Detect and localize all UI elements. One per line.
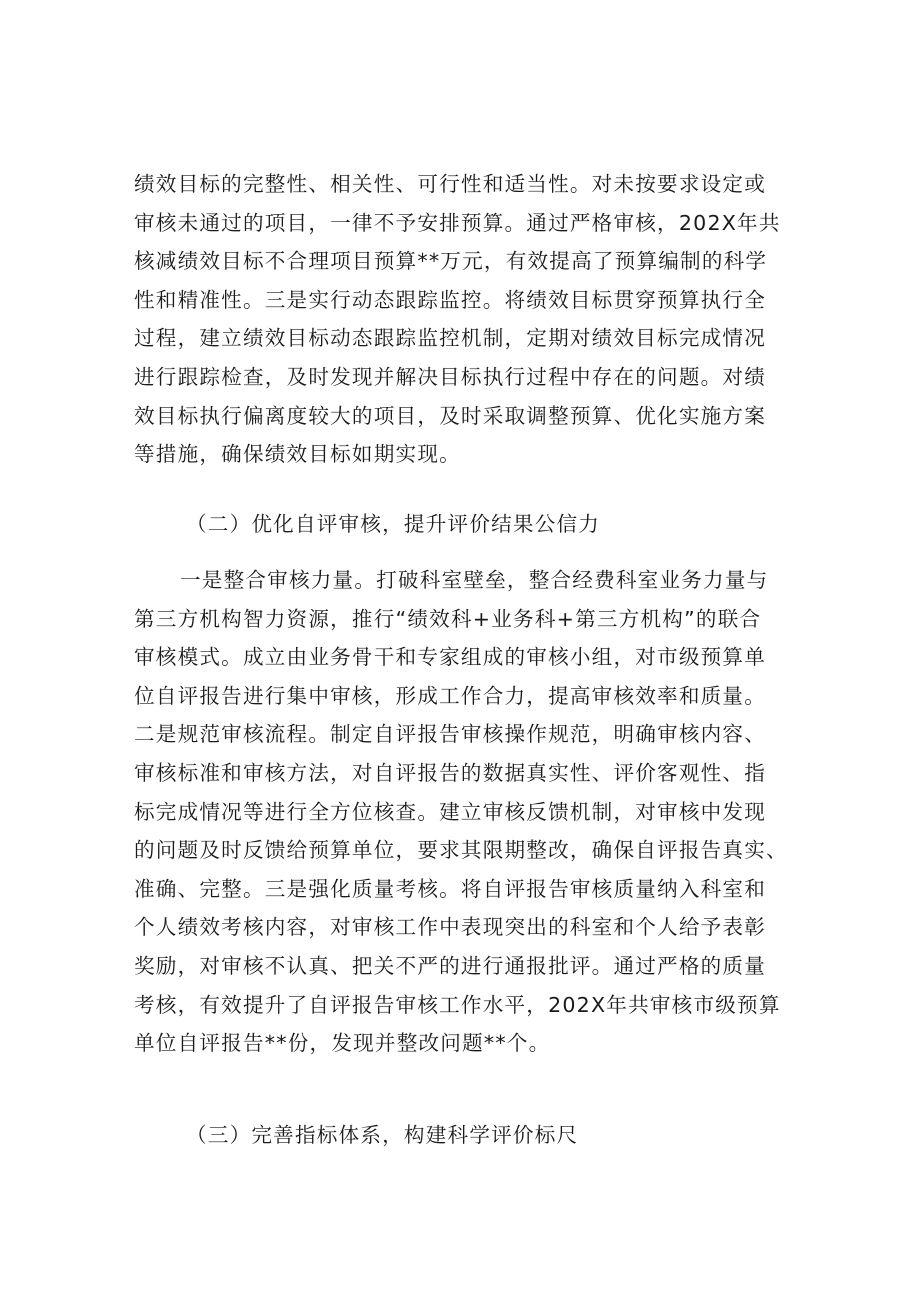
paragraph-performance-targets: [134, 165, 800, 474]
text-line: 一是整合审核力量。打破科室壁垒，整合经费科室业务力量与: [180, 568, 769, 592]
text-line: 审核标准和审核方法，对自评报告的数据真实性、评价客观性、指: [134, 760, 767, 785]
text-line: 等措施，确保绩效目标如期实现。: [134, 442, 461, 467]
text-line: 过程，建立绩效目标动态跟踪监控机制，定期对绩效目标完成情况: [134, 326, 767, 351]
text-line: 核减绩效目标不合理项目预算**万元，有效提高了预算编制的科学: [134, 249, 768, 274]
text-line: 准确、完整。三是强化质量考核。将自评报告审核质量纳入科室和: [134, 876, 767, 901]
text-line: 绩效目标的完整性、相关性、可行性和适当性。对未按要求设定或: [134, 172, 767, 196]
text-line: 性和精准性。三是实行动态跟踪监控。将绩效目标贯穿预算执行全: [134, 287, 767, 312]
section-heading-2: （二）优化自评审核，提升评价结果公信力: [186, 512, 601, 536]
text-line: 第三方机构智力资源，推行“绩效科+业务科+第三方机构”的联合: [134, 606, 762, 631]
section-heading-3: （三）完善指标体系，构建科学评价标尺: [186, 1123, 579, 1147]
text-line: 奖励，对审核不认真、把关不严的进行通报批评。通过严格的质量: [134, 953, 767, 978]
text-line: 位自评报告进行集中审核，形成工作合力，提高审核效率和质量。: [134, 683, 767, 708]
text-line: 审核模式。成立由业务骨干和专家组成的审核小组，对市级预算单: [134, 645, 767, 670]
text-line: 二是规范审核流程。制定自评报告审核操作规范，明确审核内容、: [134, 722, 767, 747]
text-line: 的问题及时反馈给预算单位，要求其限期整改，确保自评报告真实、: [134, 838, 788, 863]
text-line: 审核未通过的项目，一律不予安排预算。通过严格审核，202X年共: [134, 210, 781, 235]
text-line: 考核，有效提升了自评报告审核工作水平，202X年共审核市级预算: [134, 992, 781, 1017]
text-line: 进行跟踪检查，及时发现并解决目标执行过程中存在的问题。对绩: [134, 364, 767, 389]
text-line: 标完成情况等进行全方位核查。建立审核反馈机制，对审核中发现: [134, 799, 767, 824]
text-line: 效目标执行偏离度较大的项目，及时采取调整预算、优化实施方案: [134, 403, 767, 428]
paragraph-self-evaluation-review: [134, 561, 800, 1063]
text-line: 单位自评报告**份，发现并整改问题**个。: [134, 1031, 551, 1056]
text-line: 个人绩效考核内容，对审核工作中表现突出的科室和个人给予表彰: [134, 915, 767, 940]
